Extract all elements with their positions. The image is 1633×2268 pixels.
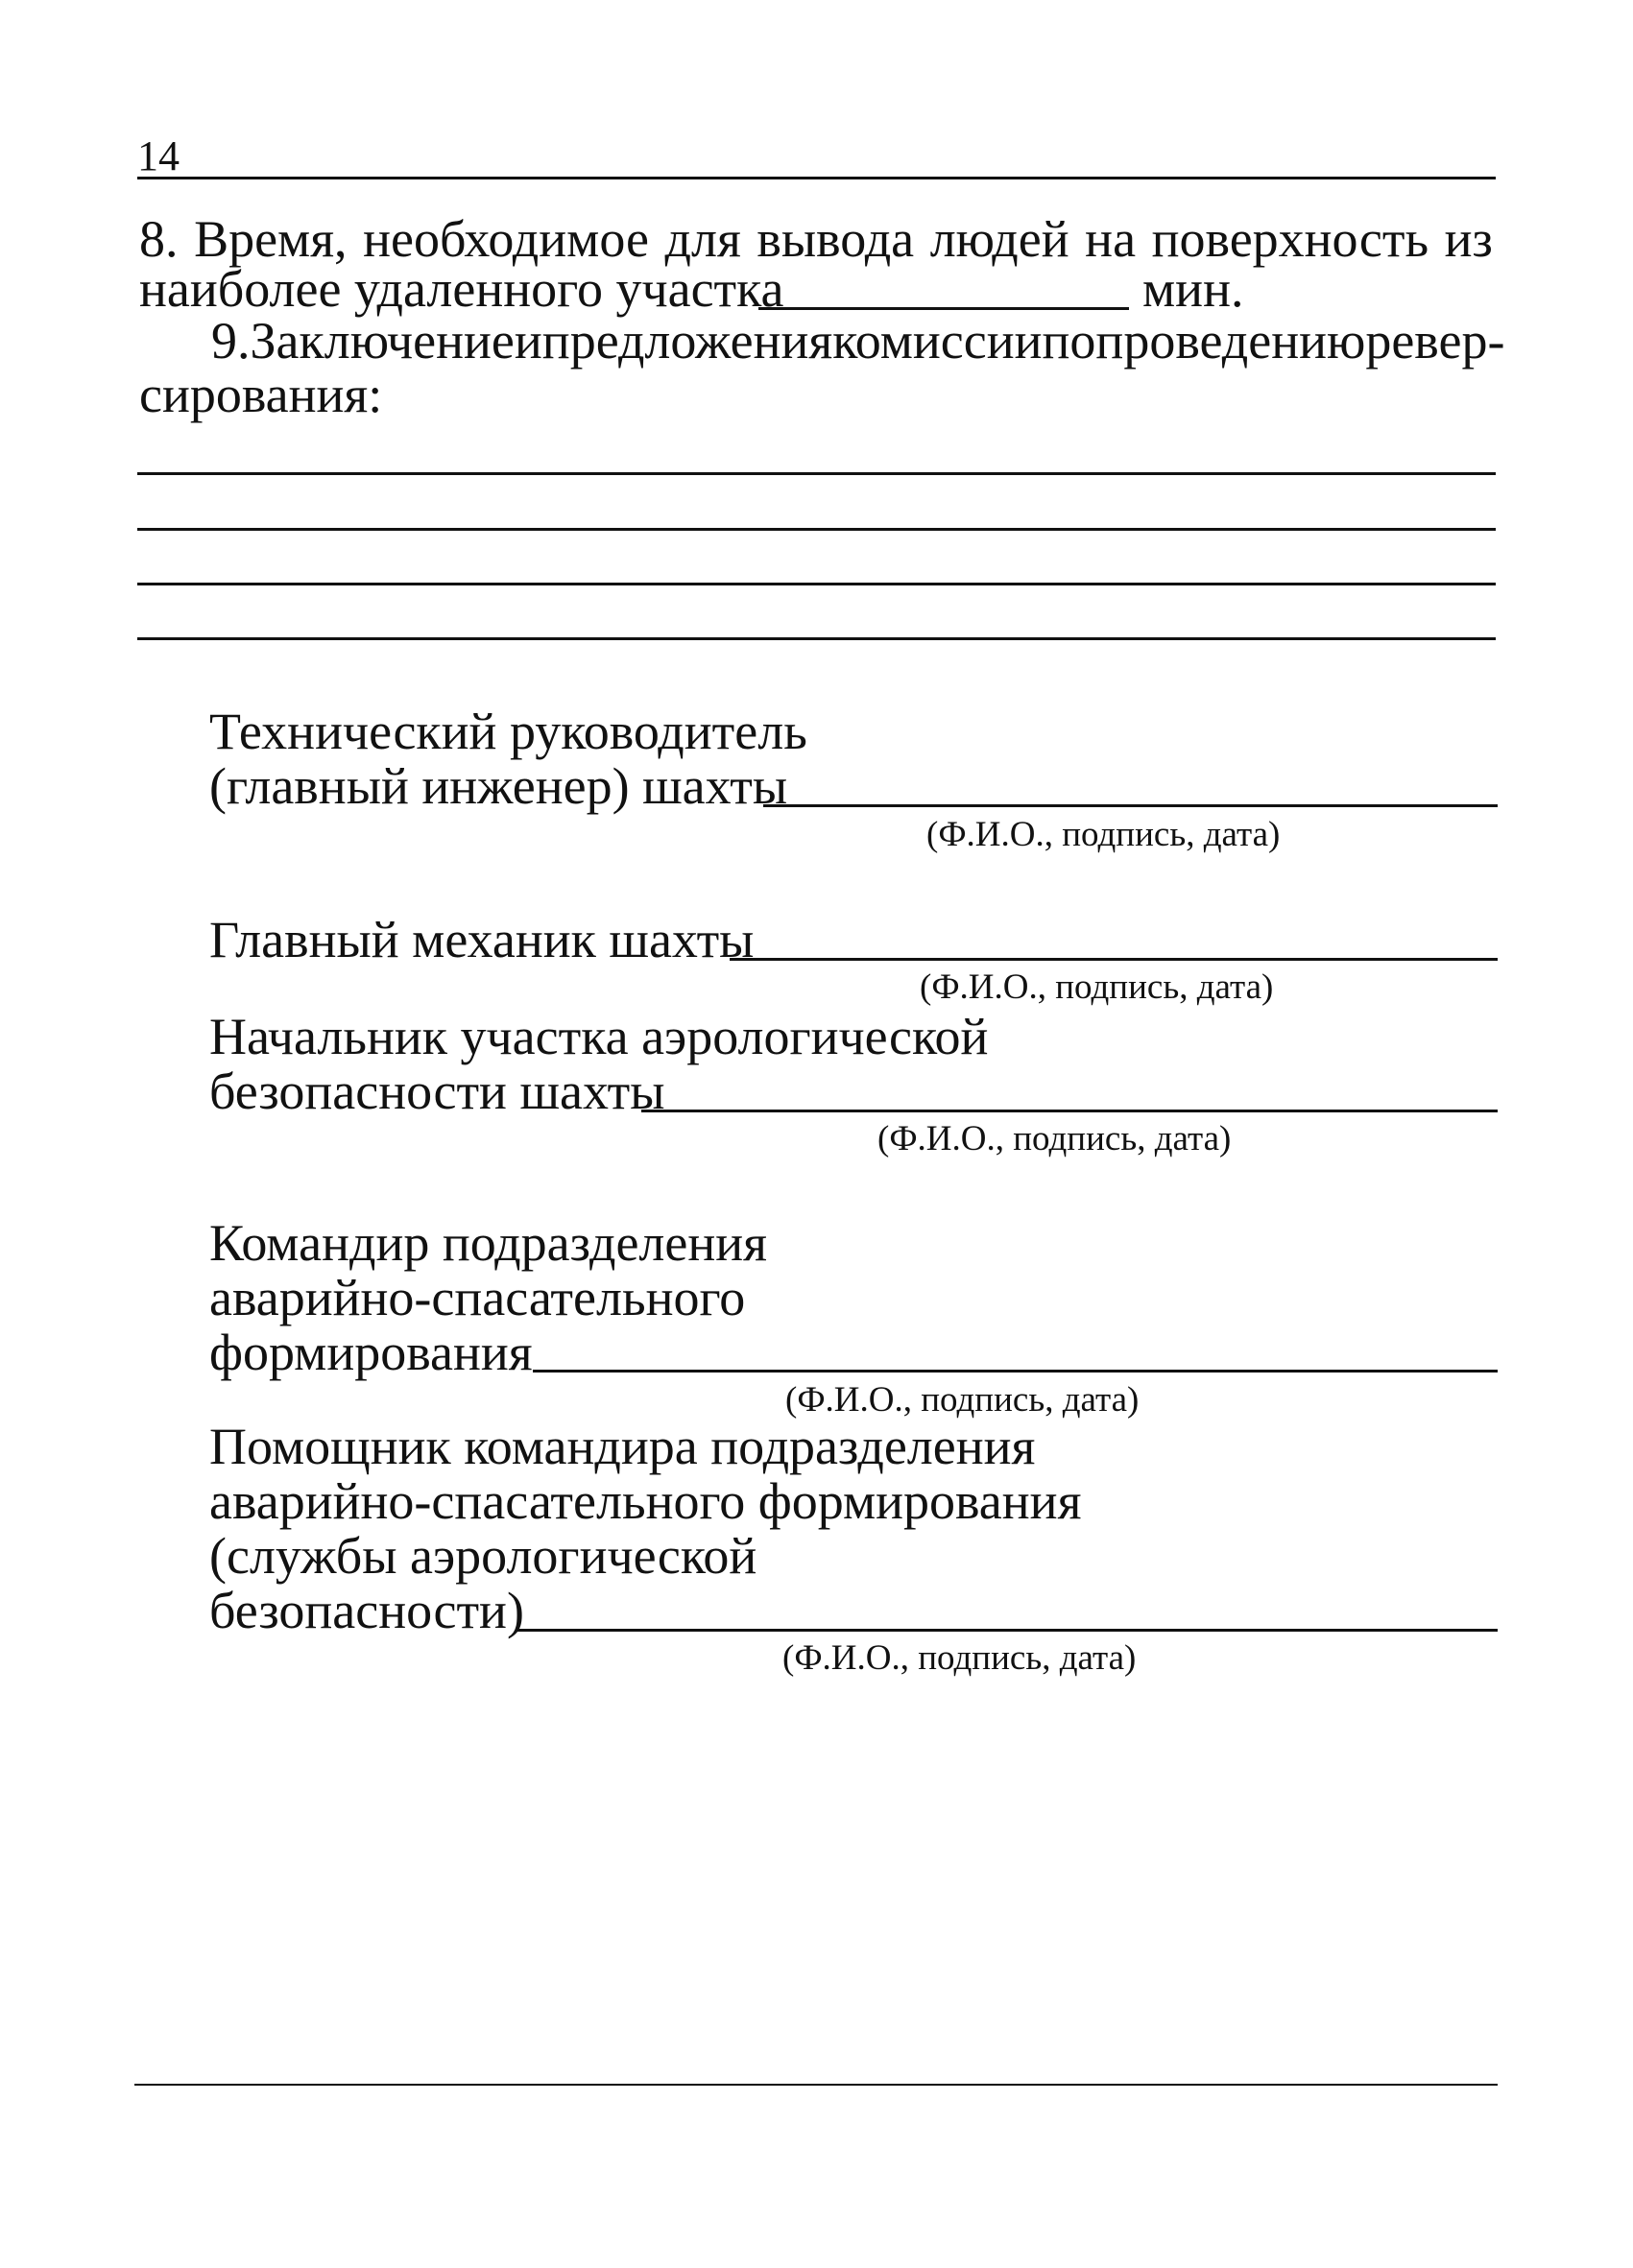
tech-director-title-1: Технический руководитель xyxy=(209,703,807,760)
rescue-commander-signature-line[interactable] xyxy=(533,1370,1498,1373)
rescue-assistant-title-3: (службы аэрологической xyxy=(209,1527,757,1585)
aero-safety-chief-signature-line[interactable] xyxy=(641,1110,1498,1112)
tech-director-signature-line[interactable] xyxy=(763,804,1498,807)
rescue-assistant-title-1: Помощник командира подразделения xyxy=(209,1418,1036,1475)
rescue-commander-title-1: Командир подразделения xyxy=(209,1214,767,1272)
item-8-line-1: 8. Время, необходимое для вывода людей на поверхность из xyxy=(139,210,1493,268)
rescue-commander-title-3: формирования xyxy=(209,1324,533,1381)
chief-mechanic-title: Главный механик шахты xyxy=(209,911,755,968)
page-number: 14 xyxy=(137,132,180,179)
footer-rule xyxy=(134,2084,1498,2086)
item-8-unit: мин. xyxy=(1142,260,1244,318)
chief-mechanic-signature-line[interactable] xyxy=(730,958,1498,961)
aero-safety-chief-title-2: безопасности шахты xyxy=(209,1062,665,1120)
conclusion-line-4[interactable] xyxy=(137,637,1496,640)
conclusion-line-3[interactable] xyxy=(137,583,1496,585)
item-9-line-1: 9. Заключение и предложения комиссии по проведению ревер- xyxy=(211,312,1505,370)
chief-mechanic-hint: (Ф.И.О., подпись, дата) xyxy=(920,967,1274,1007)
rescue-assistant-title-2: аварийно-спасательного формирования xyxy=(209,1472,1082,1530)
tech-director-hint: (Ф.И.О., подпись, дата) xyxy=(926,815,1281,854)
item-9-line-2: сирования: xyxy=(139,366,383,423)
rescue-assistant-title-4: безопасности) xyxy=(209,1582,524,1639)
tech-director-title-2: (главный инженер) шахты xyxy=(209,757,788,815)
rescue-assistant-hint: (Ф.И.О., подпись, дата) xyxy=(782,1638,1137,1678)
header-rule xyxy=(137,177,1496,179)
rescue-commander-hint: (Ф.И.О., подпись, дата) xyxy=(785,1380,1140,1420)
rescue-commander-title-2: аварийно-спасательного xyxy=(209,1269,746,1326)
conclusion-line-1[interactable] xyxy=(137,472,1496,475)
conclusion-line-2[interactable] xyxy=(137,528,1496,531)
aero-safety-chief-hint: (Ф.И.О., подпись, дата) xyxy=(877,1119,1232,1158)
aero-safety-chief-title-1: Начальник участка аэрологической xyxy=(209,1008,989,1065)
rescue-assistant-signature-line[interactable] xyxy=(516,1629,1498,1632)
item-8-line-2: наиболее удаленного участка xyxy=(139,260,784,318)
